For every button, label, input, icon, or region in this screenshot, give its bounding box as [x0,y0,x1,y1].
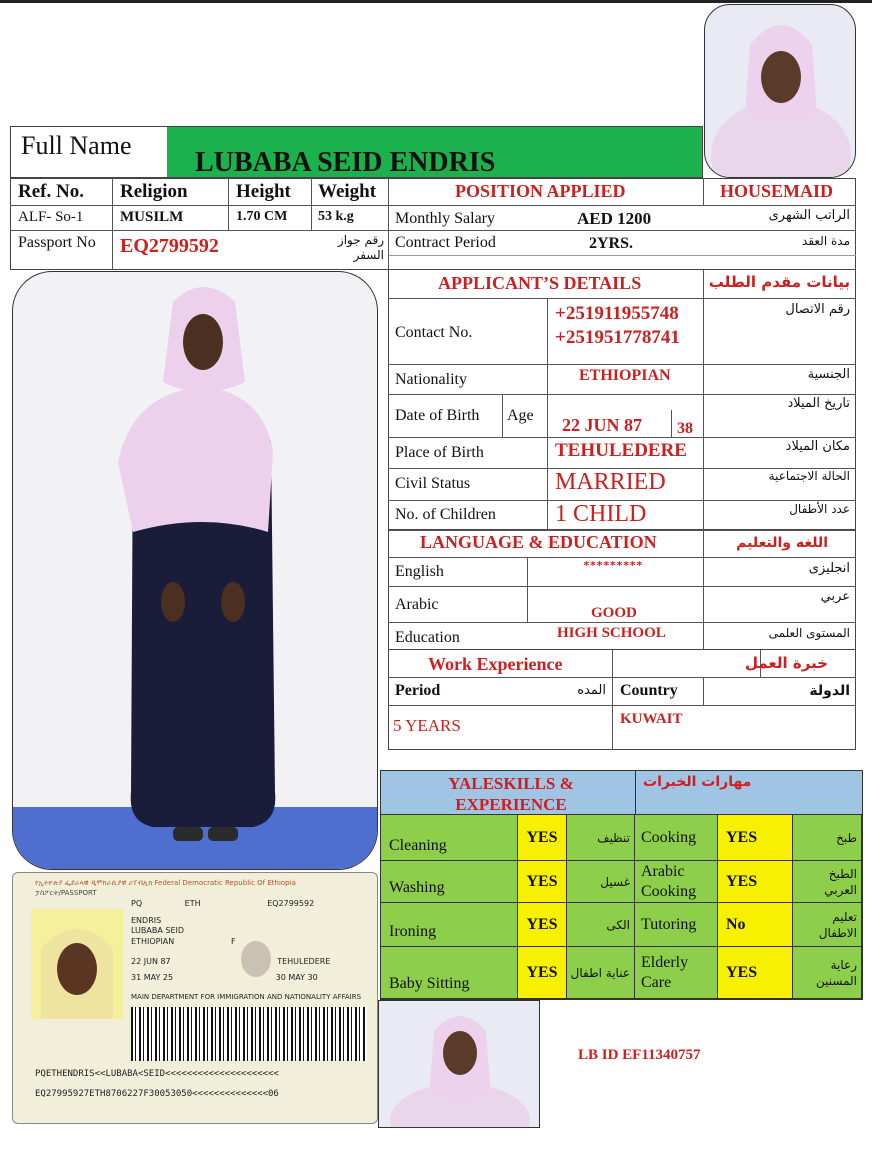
country-ar: الدولة [809,683,850,699]
civil-label: Civil Status [395,475,471,492]
passport-scan [12,872,378,1124]
passport-nationality: ETHIOPIAN [131,936,175,946]
skills-cell-left-ar [567,815,635,861]
skills-cell-left-val [518,947,567,999]
salary-ar: الراتب الشهرى [768,208,850,223]
english-label: English [395,563,444,580]
ref-label: Ref. No. [18,181,84,202]
full-body-photo [12,271,378,870]
contact-ar: رقم الاتصال [785,302,850,317]
period-value: 5 YEARS [393,716,461,735]
passport-type: PQ [131,899,143,908]
skills-cell-left [381,947,518,999]
skills-cell-left-val [518,903,567,947]
weight-value: 53 k.g [318,209,354,224]
contract-ar: مدة العقد [802,234,850,248]
skills-cell-right-val [718,815,793,861]
children-label: No. of Children [395,506,496,523]
portrait-top-figure [705,5,856,178]
skills-text-right-ar: رعاية المسنين [815,957,857,988]
education-ar: المستوى العلمى [768,626,850,640]
top-rule [0,0,872,3]
skills-text-left: Cleaning [389,837,447,854]
passport-dob: 22 JUN 87 [131,956,171,966]
passport-header-text: የኢትዮጵያ ፌደራላዊ ዲሞክራሲያዊ ሪፐብሊክ Federal Democratic Republic Of Ethiopia [35,879,296,887]
portrait-bottom-figure [379,1001,540,1128]
pob-label: Place of Birth [395,444,484,461]
skills-text-left: Washing [389,879,445,896]
skills-table [380,770,863,1000]
passport-number: EQ2799592 [267,899,315,908]
passport-given: LUBABA SEID [131,926,185,935]
country-label: Country [620,682,678,699]
skills-text-left-ar: عناية اطفال [570,965,630,980]
salary-label: Monthly Salary [395,210,495,227]
ref-value: ALF- So-1 [18,209,84,225]
skills-text-right-val: YES [726,828,758,846]
skills-cell-right-val [718,861,793,903]
language-section-title: LANGUAGE & EDUCATION [420,532,657,552]
skills-cell-left-ar [567,947,635,999]
passport-pob: TEHULEDERE [277,956,331,966]
contact-label: Contact No. [395,324,473,341]
contract-value: 2YRS. [589,235,634,252]
skills-text-right-val: No [726,915,746,933]
passport-issue: 31 MAY 25 [131,973,174,982]
arabic-label: Arabic [395,596,439,613]
skills-text-right: Tutoring [641,915,697,933]
education-value: HIGH SCHOOL [557,625,666,641]
skills-text-right: Cooking [641,828,697,846]
skills-text-right-ar: الطبخ العربي [824,866,857,897]
full-name-label-cell [10,126,168,178]
civil-ar: الحالة الاجتماعية [768,469,850,483]
period-label: Period [395,682,441,699]
skills-cell-left-ar [567,861,635,903]
skills-text-left-ar: غسيل [600,874,630,889]
skills-title: YALESKILLS & EXPERIENCE [448,774,574,814]
children-ar: عدد الأطفال [789,502,850,516]
contract-label: Contract Period [395,234,496,251]
passport-label-text: ፓስፖርት/PASSPORT [35,889,97,897]
children-value: 1 CHILD [555,501,647,527]
contact-1: +251911955748 [555,303,679,324]
religion-label: Religion [120,181,188,202]
skills-cell-left [381,861,518,903]
experience-section-title: Work Experience [428,654,563,674]
passport-country: ETH [184,899,201,908]
passport-sex: F [231,937,236,946]
skills-cell-right-val [718,947,793,999]
passport-photo-figure [31,909,123,1019]
period-ar: المده [577,683,606,698]
skills-cell-right [635,903,718,947]
full-name-value-cell [167,126,703,178]
passport-mrz-2: EQ27995927ETH8706227F30053050<<<<<<<<<<<<<<06 [35,1089,279,1099]
arabic-value: GOOD [591,605,637,621]
civil-value: MARRIED [555,469,666,495]
language-section-ar: اللغه والتعليم [736,535,828,551]
position-label: POSITION APPLIED [455,181,626,201]
height-value: 1.70 CM [236,209,288,224]
skills-text-right-val: YES [726,872,758,890]
skills-cell-left-ar [567,903,635,947]
skills-text-right: Elderly Care [641,953,689,991]
skills-text-left-ar: الكى [606,917,630,932]
english-ar: انجليزى [808,561,850,576]
skills-cell-left-val [518,815,567,861]
passport-surname: ENDRIS [131,915,162,925]
portrait-photo-bottom [378,1000,540,1128]
skills-cell-right-ar [793,861,862,903]
contact-2: +251951778741 [555,327,680,348]
skills-text-left-ar: تنظيف [597,830,630,845]
passport-authority: MAIN DEPARTMENT FOR IMMIGRATION AND NATIONALITY AFFAIRS [131,993,362,1001]
passport-ar: رقم جواز السفر [337,233,384,262]
applicant-section-title: APPLICANT’S DETAILS [438,273,642,293]
skills-text-right: Arabic Cooking [641,862,697,900]
english-value: ********* [583,559,643,572]
weight-label: Weight [318,181,377,202]
nationality-ar: الجنسية [807,367,850,382]
full-name-label: Full Name [21,131,132,160]
skills-cell-right [635,861,718,903]
country-value: KUWAIT [620,711,683,727]
skills-cell-right [635,947,718,999]
skills-cell-right-ar [793,947,862,999]
passport-ghost-photo [241,941,271,977]
skills-cell-left-val [518,861,567,903]
dob-value: 22 JUN 87 [562,415,642,435]
passport-photo [31,909,123,1019]
skills-text-left-val: YES [526,915,558,933]
education-label: Education [395,629,460,646]
full-name-value: LUBABA SEID ENDRIS [195,147,496,178]
skills-title-ar: مهارات الخبرات [643,774,752,790]
passport-mrz-1: PQETHENDRIS<<LUBABA<SEID<<<<<<<<<<<<<<<<<<<<< [35,1069,279,1079]
skills-cell-left [381,903,518,947]
passport-label: Passport No [18,234,96,251]
skills-text-left-val: YES [526,872,558,890]
skills-cell-left [381,815,518,861]
skills-text-right-val: YES [726,963,758,981]
skills-text-left-val: YES [526,828,558,846]
skills-text-right-ar: طبخ [836,830,857,845]
skills-cell-right [635,815,718,861]
salary-value: AED 1200 [577,209,652,228]
religion-value: MUSILM [120,209,184,225]
nationality-value: ETHIOPIAN [579,367,671,384]
age-value: 38 [677,420,693,437]
portrait-photo-top [704,4,856,178]
passport-barcode [131,1007,367,1061]
skills-text-right-ar: تعليم الاطفال [818,909,857,940]
passport-expiry: 30 MAY 30 [275,973,318,982]
pob-ar: مكان الميلاد [785,439,850,454]
experience-section-ar: خبرة العمل [744,654,828,672]
pob-value: TEHULEDERE [555,440,687,461]
skills-text-left: Baby Sitting [389,975,470,992]
height-label: Height [236,181,291,202]
skills-cell-right-ar [793,815,862,861]
position-value: HOUSEMAID [720,181,834,201]
skills-cell-right-val [718,903,793,947]
full-body-figure [13,272,378,870]
skills-text-left-val: YES [526,963,558,981]
applicant-section-ar: بيانات مقدم الطلب [708,273,850,291]
arabic-ar: عربي [820,589,850,604]
lb-id: LB ID EF11340757 [578,1047,701,1063]
dob-ar: تاريخ الميلاد [787,396,850,411]
skills-cell-right-ar [793,903,862,947]
skills-text-left: Ironing [389,923,437,940]
passport-value: EQ2799592 [120,235,219,257]
dob-label: Date of Birth [395,407,480,424]
nationality-label: Nationality [395,371,467,388]
age-label: Age [507,407,534,424]
